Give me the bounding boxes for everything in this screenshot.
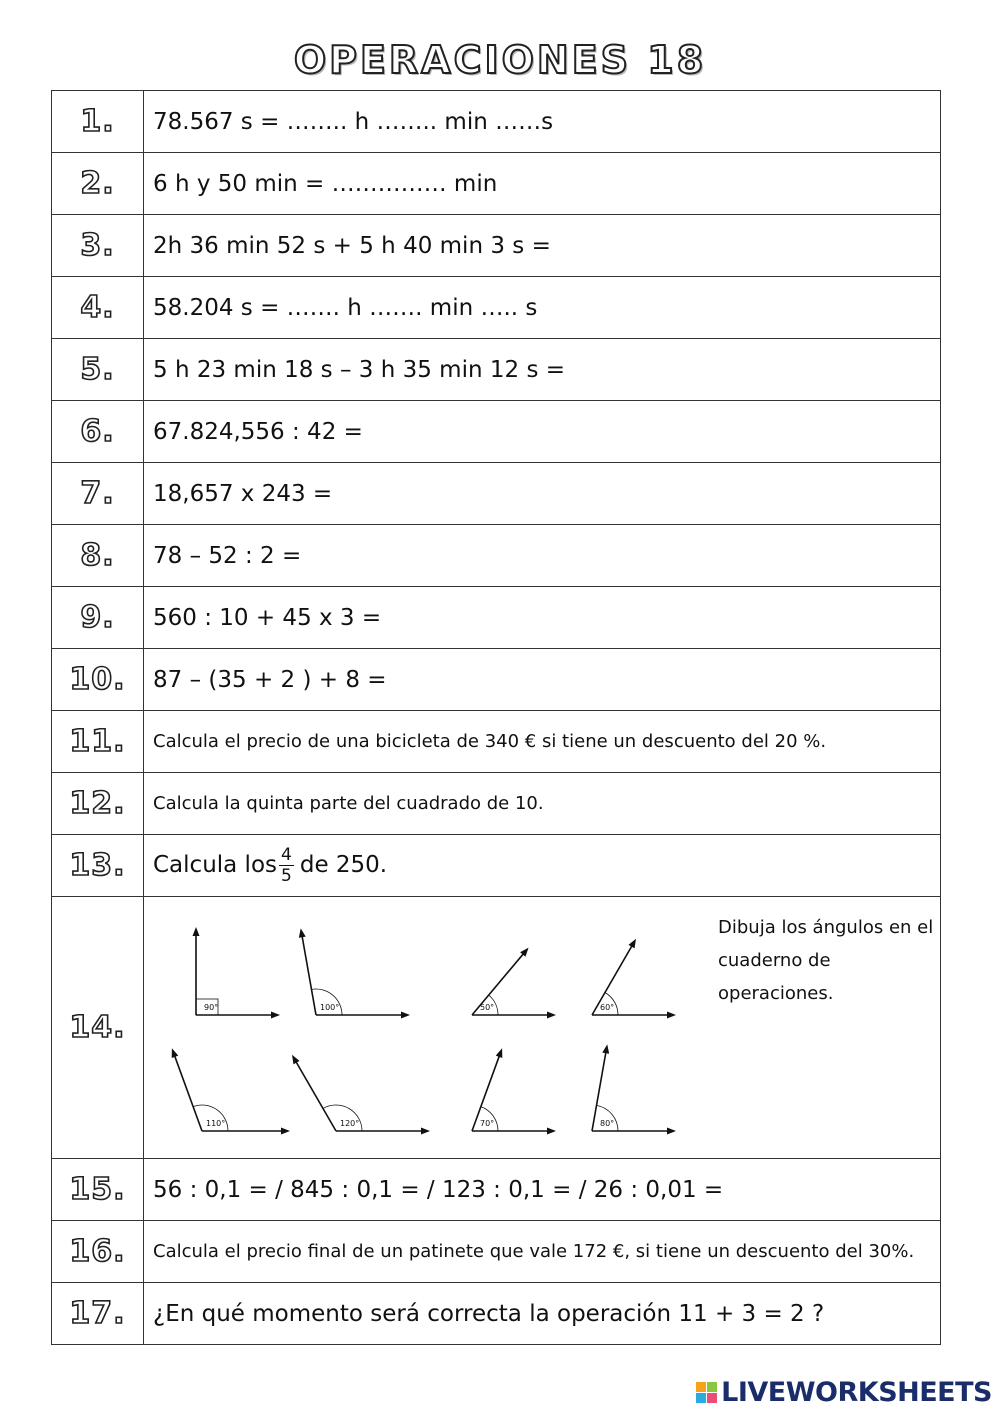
exercise-row-11	[52, 711, 941, 773]
logo-square	[707, 1382, 717, 1392]
arrowhead-icon	[299, 928, 306, 937]
exercise-row-12	[52, 773, 941, 835]
angles-instruction: Dibuja los ángulos en el cuaderno de operaciones.	[718, 917, 934, 1004]
exercise-number: 11.	[52, 711, 144, 773]
exercise-number: 6.	[52, 401, 144, 463]
angle-label: 70°	[480, 1119, 495, 1128]
arrowhead-icon	[172, 1048, 179, 1058]
angle-100	[299, 928, 410, 1018]
fraction	[279, 845, 294, 886]
exercise-number: 4.	[52, 277, 144, 339]
exercise-text: ¿En qué momento será correcta la operación 11 + 3 = 2 ?	[144, 1283, 941, 1345]
exercise-number: 8.	[52, 525, 144, 587]
fraction-numerator: 4	[281, 845, 292, 865]
angle-label: 60°	[600, 1003, 615, 1012]
angle-120	[292, 1055, 430, 1135]
arrowhead-icon	[401, 1012, 410, 1019]
logo-square	[707, 1393, 717, 1403]
angle-110	[172, 1048, 290, 1134]
exercise-number: 10.	[52, 649, 144, 711]
arrowhead-icon	[628, 939, 636, 949]
arrowhead-icon	[496, 1048, 503, 1058]
logo-mark-icon	[696, 1382, 717, 1403]
arrowhead-icon	[281, 1128, 290, 1135]
exercise-row-4	[52, 277, 941, 339]
arrowhead-icon	[547, 1012, 556, 1019]
exercise-row-2	[52, 153, 941, 215]
exercise-number: 2.	[52, 153, 144, 215]
exercise-number: 3.	[52, 215, 144, 277]
angle-label: 90°	[204, 1003, 219, 1012]
exercise-text: Calcula el precio de una bicicleta de 340 € si tiene un descuento del 20 %.	[144, 711, 941, 773]
logo-square	[696, 1393, 706, 1403]
exercise-row-5	[52, 339, 941, 401]
angle-second-ray	[295, 1060, 336, 1131]
exercise-row-7	[52, 463, 941, 525]
exercise-text: 78.567 s = …….. h …….. min ……s	[144, 91, 941, 153]
angle-label: 120°	[340, 1119, 360, 1128]
angle-label: 50°	[480, 1003, 495, 1012]
angle-90	[193, 927, 281, 1019]
angle-70	[472, 1048, 556, 1134]
arrowhead-icon	[602, 1044, 609, 1053]
exercise-text: 67.824,556 : 42 =	[144, 401, 941, 463]
angle-label: 100°	[320, 1003, 340, 1012]
exercise-text	[144, 835, 941, 897]
exercise-text: 78 – 52 : 2 =	[144, 525, 941, 587]
exercise-text: 6 h y 50 min = …………… min	[144, 153, 941, 215]
fraction-pre-text: Calcula los	[153, 852, 278, 878]
angles-cell	[144, 897, 941, 1159]
exercise-text: 56 : 0,1 = / 845 : 0,1 = / 123 : 0,1 = / 26 : 0,01 =	[144, 1159, 941, 1221]
exercise-row-9	[52, 587, 941, 649]
exercise-row-14	[52, 897, 941, 1159]
arrowhead-icon	[421, 1128, 430, 1135]
exercise-table	[51, 90, 941, 1345]
exercise-number: 16.	[52, 1221, 144, 1283]
angle-label: 80°	[600, 1119, 615, 1128]
exercise-text: 2h 36 min 52 s + 5 h 40 min 3 s =	[144, 215, 941, 277]
exercise-number: 9.	[52, 587, 144, 649]
exercise-text: 560 : 10 + 45 x 3 =	[144, 587, 941, 649]
angle-label: 110°	[206, 1119, 226, 1128]
liveworksheets-logo	[696, 1377, 992, 1407]
arrowhead-icon	[292, 1055, 300, 1065]
worksheet-title: OPERACIONES 18	[293, 38, 707, 82]
arrowhead-icon	[547, 1128, 556, 1135]
exercise-text: 18,657 x 243 =	[144, 463, 941, 525]
exercise-row-6	[52, 401, 941, 463]
exercise-number: 15.	[52, 1159, 144, 1221]
exercise-number: 14.	[52, 897, 144, 1159]
exercise-text: 5 h 23 min 18 s – 3 h 35 min 12 s =	[144, 339, 941, 401]
arrowhead-icon	[193, 927, 200, 936]
exercise-number: 1.	[52, 91, 144, 153]
angle-second-ray	[302, 934, 316, 1015]
angle-80	[592, 1044, 676, 1134]
fraction-post-text: de 250.	[299, 852, 388, 878]
exercise-row-10	[52, 649, 941, 711]
exercise-number: 12.	[52, 773, 144, 835]
angle-50	[472, 948, 556, 1019]
exercise-row-17	[52, 1283, 941, 1345]
exercise-number: 5.	[52, 339, 144, 401]
arrowhead-icon	[667, 1128, 676, 1135]
exercise-text: 87 – (35 + 2 ) + 8 =	[144, 649, 941, 711]
exercise-text: 58.204 s = ……. h ……. min ….. s	[144, 277, 941, 339]
exercise-row-1	[52, 91, 941, 153]
exercise-text: Calcula el precio final de un patinete que vale 172 €, si tiene un descuento del 30%.	[144, 1221, 941, 1283]
exercise-row-3	[52, 215, 941, 277]
logo-text: LIVEWORKSHEETS	[721, 1376, 992, 1408]
arrowhead-icon	[271, 1012, 280, 1019]
logo-square	[696, 1382, 706, 1392]
arrowhead-icon	[667, 1012, 676, 1019]
angle-60	[592, 939, 676, 1019]
exercise-number: 17.	[52, 1283, 144, 1345]
exercise-row-16	[52, 1221, 941, 1283]
exercise-text: Calcula la quinta parte del cuadrado de 10.	[144, 773, 941, 835]
exercise-row-8	[52, 525, 941, 587]
exercise-number: 13.	[52, 835, 144, 897]
exercise-row-13	[52, 835, 941, 897]
fraction-denominator: 5	[281, 866, 292, 886]
exercise-row-15	[52, 1159, 941, 1221]
angle-second-ray	[174, 1054, 202, 1131]
exercise-number: 7.	[52, 463, 144, 525]
